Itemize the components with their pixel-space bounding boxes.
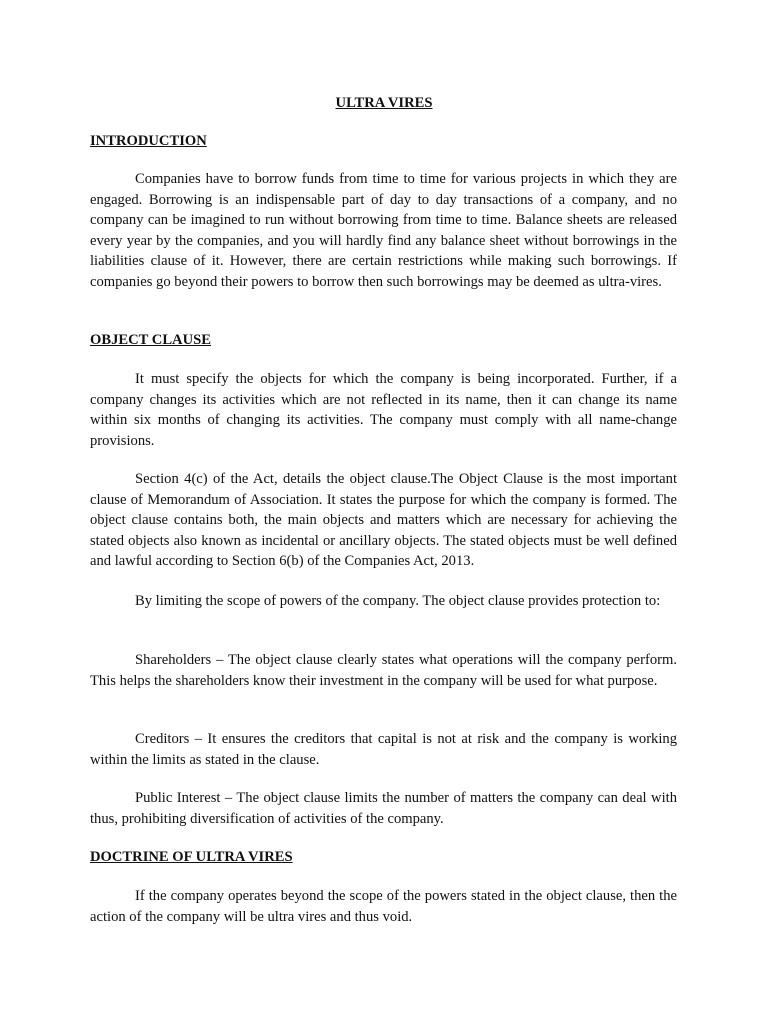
- paragraph-public-interest: Public Interest – The object clause limits the number of matters the company can deal with thus, prohibiting diversification of activities of the company.: [90, 790, 677, 827]
- paragraph-object-clause-definition: It must specify the objects for which the company is being incorporated. Further, if a company changes its activities which are not reflected in its name, then it can change its name within six months of changing its activities. The company must comply with all name-change provisions.: [90, 371, 677, 449]
- paragraph-doctrine: If the company operates beyond the scope of the powers stated in the object clause, then the action of the company will be ultra vires and thus void.: [90, 888, 677, 925]
- heading-object-clause: OBJECT CLAUSE: [90, 332, 211, 348]
- document-title: ULTRA VIRES: [335, 95, 433, 111]
- paragraph-introduction: Companies have to borrow funds from time to time for various projects in which they are engaged. Borrowing is an indispensable part of day to day transactions of a company, and no company can be imagined to run without borrowing from time to time. Balance sheets are released every year by the companies, and you will hardly find any balance sheet without borrowings in the liabilities clause of it. However, there are certain restrictions while making such borrowings. If companies go beyond their powers to borrow then such borrowings may be deemed as ultra-vires.: [90, 171, 677, 290]
- paragraph-shareholders: Shareholders – The object clause clearly states what operations will the company perform. This helps the shareholders know their investment in the company will be used for what purpose.: [90, 652, 677, 689]
- heading-introduction: INTRODUCTION: [90, 133, 207, 149]
- paragraph-section-4c: Section 4(c) of the Act, details the object clause.The Object Clause is the most important clause of Memorandum of Association. It states the purpose for which the company is formed. The object clause contains both, the main objects and matters which are necessary for achieving the stated objects also known as incidental or ancillary objects. The stated objects must be well defined and lawful according to Section 6(b) of the Companies Act, 2013.: [90, 471, 677, 570]
- paragraph-protection-intro: By limiting the scope of powers of the company. The object clause provides protection to:: [135, 593, 661, 609]
- paragraph-creditors: Creditors – It ensures the creditors that capital is not at risk and the company is working within the limits as stated in the clause.: [90, 731, 677, 768]
- heading-doctrine-of-ultra-vires: DOCTRINE OF ULTRA VIRES: [90, 849, 293, 865]
